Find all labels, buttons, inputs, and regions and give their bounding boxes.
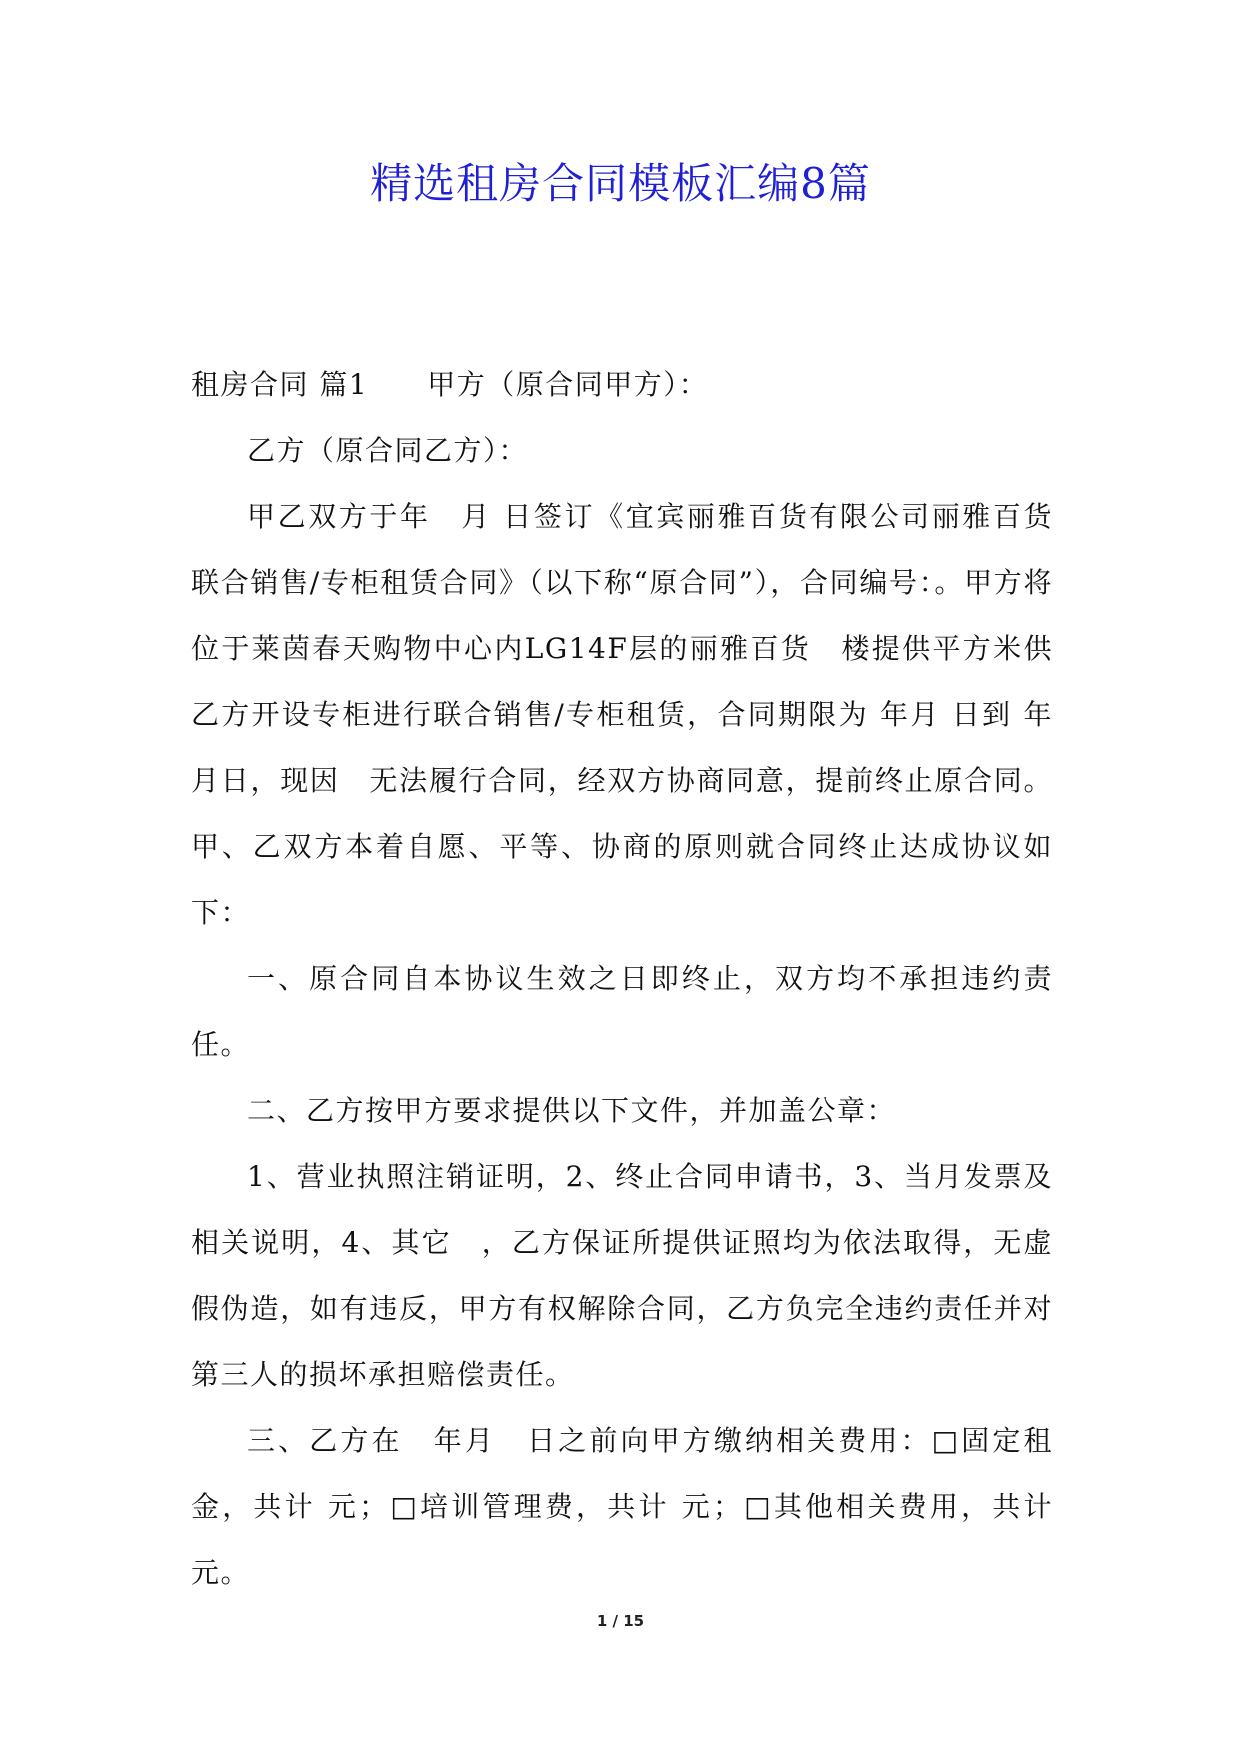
document-body [191, 352, 1083, 1606]
paragraph-4: 一、原合同自本协议生效之日即终止，双方均不承担违约责任。 [191, 962, 1053, 1061]
paragraph-7: 三、乙方在 年月 日之前向甲方缴纳相关费用：□固定租金，共计 元；□培训管理费，共计 元；□其他相关费用，共计 元。 [191, 1424, 1083, 1589]
document-title: 精选租房合同模板汇编8篇 [370, 159, 871, 208]
paragraph-6: 1、营业执照注销证明，2、终止合同申请书，3、当月发票及相关说明，4、其它 ，乙方保证所提供证照均为依法取得，无虚假伪造，如有违反，甲方有权解除合同，乙方负完全违约责任并对第三人的损坏承担赔偿责任。 [191, 1160, 1053, 1391]
page-number: 1 / 15 [596, 1612, 645, 1630]
paragraph-5: 二、乙方按甲方要求提供以下文件，并加盖公章： [247, 1094, 897, 1127]
paragraph-1: 租房合同 篇1 甲方（原合同甲方）： [191, 368, 709, 401]
paragraph-3: 甲乙双方于年 月 日签订《宜宾丽雅百货有限公司丽雅百货联合销售/专柜租赁合同》（以下称“原合同”），合同编号：。甲方将位于莱茵春天购物中心内LG14F层的丽雅百货 楼提供平方米供乙方开设专柜进行联合销售/专柜租赁，合同期限为 年月 日到 年 月日，现因 无法履行合同，经双方协商同意，提前终止原合同。甲、乙双方本着自愿、平等、协商的原则就合同终止达成协议如下： [191, 500, 1083, 929]
paragraph-2: 乙方（原合同乙方）： [247, 434, 529, 467]
